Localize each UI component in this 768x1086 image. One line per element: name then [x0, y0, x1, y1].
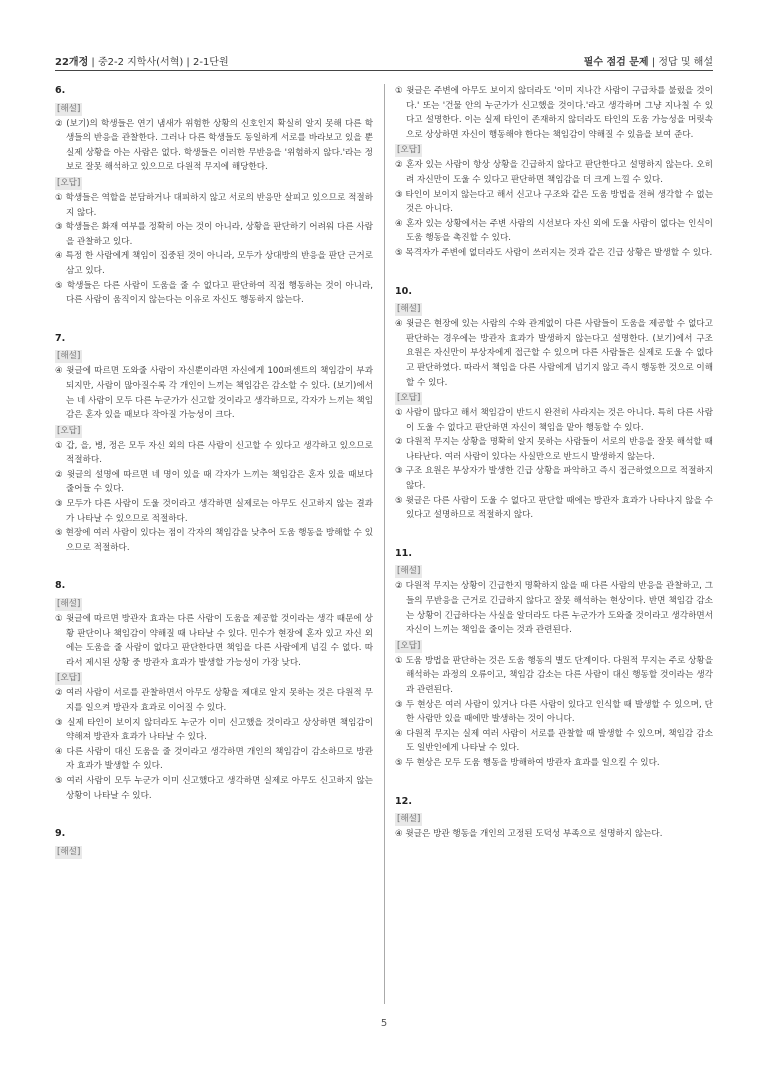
answer-item: ① 갑, 을, 병, 정은 모두 자신 외의 다른 사람이 신고할 수 있다고 생각하고 있으므로 적절하다. — [55, 440, 373, 466]
answer-section — [55, 176, 373, 308]
question-number: 7. — [55, 332, 66, 344]
wrong-answer-tag: [오답] — [57, 177, 81, 188]
explanation-tag: [해설] — [57, 599, 81, 610]
answer-item: ③ 타인이 보이지 않는다고 해서 신고나 구조와 같은 도움 방법을 전혀 생각할 수 없는 것은 아니다. — [395, 189, 713, 215]
explanation-tag: [해설] — [57, 351, 81, 362]
answer-item: ④ 윗글은 방관 행동을 개인의 고정된 도덕성 부족으로 설명하지 않는다. — [395, 829, 663, 840]
question-number: 9. — [55, 828, 66, 840]
answer-section — [395, 302, 713, 390]
answer-section — [395, 391, 713, 523]
answer-item: ④ 특정 한 사람에게 책임이 집중된 것이 아니라, 모두가 상대방의 반응을 판단 근거로 삼고 있다. — [55, 251, 373, 276]
question-number: 8. — [55, 580, 66, 592]
question-block — [395, 795, 713, 842]
answer-item: ② 다원적 무지는 상황을 명확히 알지 못하는 사람들이 서로의 반응을 잘못 해석할 때 나타난다. 여러 사람이 있다는 사실만으로 반드시 발생하지 않는다. — [395, 437, 713, 462]
right-column — [395, 84, 713, 866]
answer-item: ④ 다른 사람이 대신 도움을 줄 것이라고 생각하면 개인의 책임감이 감소하므로 방관자 효과가 발생할 수 있다. — [55, 746, 373, 772]
answer-item: ⑤ 현장에 여러 사람이 있다는 점이 각자의 책임감을 낮추어 도움 행동을 방해할 수 있으므로 적절하다. — [55, 528, 373, 553]
answer-item: ④ 혼자 있는 상황에서는 주변 사람의 시선보다 자신 외에 도울 사람이 없다는 인식이 도움 행동을 촉진할 수 있다. — [395, 218, 713, 244]
answer-item: ④ 윗글은 현장에 있는 사람의 수와 관계없이 다른 사람들이 도움을 제공할 수 없다고 판단하는 경우에는 방관자 효과가 발생하지 않는다고 설명한다. (보기)에서 구조 요원은 자신만이 부상자에게 접근할 수 있으며 다른 사람들은 실제로 도울 수 없다고 판단하였다. 따라서 책임을 다른 사람에게 넘기지 않고 즉시 행동한 것으로 이해할 수 있다. — [395, 319, 713, 388]
answer-item: ③ 구조 요원은 부상자가 발생한 긴급 상황을 파악하고 즉시 접근하였으므로 적절하지 않다. — [395, 466, 713, 492]
answer-item: ⑤ 목격자가 주변에 없더라도 사람이 쓰러지는 것과 같은 긴급 상황은 발생할 수 있다. — [395, 247, 713, 258]
wrong-answer-tag: [오답] — [397, 145, 421, 156]
question-block — [55, 579, 373, 803]
header-left — [55, 53, 229, 68]
answer-item: ① 윗글은 주변에 아무도 보이지 않더라도 '이미 지나간 사람이 구급차를 불렀을 것이다.' 또는 '건물 안의 누군가가 신고했을 것이다.'라고 생각하며 그냥 지나칠 수 있다고 설명한다. 이는 실제 타인이 존재하지 않더라도 타인의 도움 가능성을 머릿속으로 상상하면 자신이 행동해야 한다는 책임감이 약해질 수 있음을 보여 준다. — [395, 86, 713, 140]
answer-section — [395, 84, 713, 142]
question-block — [395, 84, 713, 261]
answer-item: ① 사람이 많다고 해서 책임감이 반드시 완전히 사라지는 것은 아니다. 특히 다른 사람이 도울 수 없다고 판단하면 자신이 책임을 맡아 행동할 수 있다. — [395, 408, 713, 433]
question-number: 10. — [395, 285, 412, 297]
header-rule — [55, 70, 713, 71]
question-block — [395, 547, 713, 771]
answer-item: ① 학생들은 역할을 분담하거나 대피하지 않고 서로의 반응만 살피고 있으므로 적절하지 않다. — [55, 192, 373, 218]
question-number: 11. — [395, 547, 412, 559]
answer-section — [55, 349, 373, 422]
answer-section — [55, 671, 373, 803]
explanation-tag: [해설] — [397, 304, 421, 315]
answer-section — [55, 845, 373, 860]
header-section: 필수 점검 문제 — [583, 56, 649, 68]
answer-section — [395, 812, 713, 842]
answer-item: ② 여러 사람이 서로를 관찰하면서 아무도 상황을 제대로 알지 못하는 것은 다원적 무지를 일으켜 방관자 효과로 이어질 수 있다. — [55, 688, 373, 713]
header-right — [584, 53, 713, 68]
answer-item: ① 도움 방법을 판단하는 것은 도움 행동의 별도 단계이다. 다원적 무지는 주로 상황을 해석하는 과정의 오류이고, 책임감 감소는 다른 사람이 대신 행동할 것이라는 생각과 관련된다. — [395, 655, 713, 695]
page-number: 5 — [380, 1018, 388, 1029]
page-header — [55, 50, 713, 70]
answer-section — [55, 597, 373, 670]
answer-item: ③ 실제 타인이 보이지 않더라도 누군가 이미 신고했을 것이라고 상상하면 책임감이 약해져 방관자 효과가 나타날 수 있다. — [55, 717, 373, 743]
header-course: | 중2-2 지학사(서혁) | 2-1단원 — [88, 56, 229, 68]
explanation-tag: [해설] — [397, 566, 421, 577]
header-answer: | 정답 및 해설 — [648, 56, 713, 68]
column-divider — [384, 84, 385, 1004]
answer-item: ⑤ 윗글은 다른 사람이 도울 수 없다고 판단할 때에는 방관자 효과가 나타나지 않을 수 있다고 설명하므로 적절하지 않다. — [395, 495, 713, 521]
answer-item: ③ 두 현상은 여러 사람이 있거나 다른 사람이 있다고 인식할 때 발생할 수 있으며, 단 한 사람만 있을 때에만 발생하는 것이 아니다. — [395, 699, 713, 725]
question-block — [55, 827, 373, 860]
answer-item: ① 윗글에 따르면 방관자 효과는 다른 사람이 도움을 제공할 것이라는 생각 때문에 상황 판단이나 책임감이 약해질 때 나타날 수 있다. 민수가 현장에 혼자 있고 자신 외에는 도움을 줄 사람이 없다고 판단한다면 책임을 다른 사람에게 넘길 수 없다. 따라서 제시된 상황 중 방관자 효과가 발생할 가능성이 가장 낮다. — [55, 614, 373, 668]
wrong-answer-tag: [오답] — [57, 673, 81, 684]
answer-item: ② 혼자 있는 사람이 항상 상황을 긴급하지 않다고 판단한다고 설명하지 않는다. 오히려 자신만이 도울 수 있다고 판단하면 책임감을 더 크게 느낄 수 있다. — [395, 160, 713, 185]
answer-item: ③ 모두가 다른 사람이 도울 것이라고 생각하면 실제로는 아무도 신고하지 않는 결과가 나타날 수 있으므로 적절하다. — [55, 499, 373, 524]
question-number: 6. — [55, 85, 66, 96]
explanation-tag: [해설] — [57, 103, 81, 114]
answer-section — [395, 564, 713, 637]
answer-item: ④ 윗글에 따르면 도와줄 사람이 자신뿐이라면 자신에게 100퍼센트의 책임감이 부과되지만, 사람이 많아질수록 각 개인이 느끼는 책임감은 감소할 수 있다. (보기)에서는 네 사람이 모두 다른 누군가가 신고할 것이라고 생각하므로, 각자가 느끼는 책임감은 혼자 있을 때보다 작아질 가능성이 크다. — [55, 366, 373, 421]
answer-item: ⑤ 두 현상은 모두 도움 행동을 방해하여 방관자 효과를 일으킬 수 있다. — [395, 757, 660, 768]
answer-item: ④ 다원적 무지는 실제 여러 사람이 서로를 관찰할 때 발생할 수 있으며, 책임감 감소도 일반인에게 나타날 수 있다. — [395, 728, 713, 754]
answer-item: ③ 학생들은 화재 여부를 정확히 아는 것이 아니라, 상황을 판단하기 어려워 다른 사람을 관찰하고 있다. — [55, 222, 373, 247]
wrong-answer-tag: [오답] — [397, 393, 421, 404]
answer-section — [395, 143, 713, 260]
answer-section — [55, 424, 373, 556]
answer-item: ⑤ 여러 사람이 모두 누군가 이미 신고했다고 생각하면 실제로 아무도 신고하지 않는 상황이 나타날 수 있다. — [55, 775, 373, 801]
question-block — [55, 332, 373, 556]
explanation-tag: [해설] — [57, 846, 81, 857]
answer-item: ② (보기)의 학생들은 연기 냄새가 위험한 상황의 신호인지 확실히 알지 못해 다른 학생들의 반응을 관찰한다. 그러나 다른 학생들도 동일하게 서로를 바라보고 있을 뿐 실제 상황을 아는 사람은 없다. 학생들은 이러한 무반응을 '위험하지 않다.'라는 정보로 잘못 해석하고 있으므로 다원적 무지에 해당한다. — [55, 118, 373, 173]
explanation-tag: [해설] — [397, 814, 421, 825]
answer-item: ⑤ 학생들은 다른 사람이 도움을 줄 수 없다고 판단하여 직접 행동하는 것이 아니라, 다른 사람이 움직이지 않는다는 이유로 자신도 행동하지 않는다. — [55, 280, 373, 306]
answer-section — [55, 102, 373, 175]
wrong-answer-tag: [오답] — [57, 425, 81, 436]
wrong-answer-tag: [오답] — [397, 640, 421, 651]
answer-item: ② 다원적 무지는 상황이 긴급한지 명확하지 않을 때 다른 사람의 반응을 관찰하고, 그들의 무반응을 근거로 긴급하지 않다고 잘못 해석하는 현상이다. 반면 책임감 감소는 상황이 긴급하다는 사실을 알더라도 다른 누군가가 도와줄 것이라고 생각하면서 자신이 느끼는 책임을 줄이는 것과 관련된다. — [395, 581, 713, 636]
question-block — [395, 285, 713, 523]
left-column — [55, 84, 373, 884]
answer-section — [395, 639, 713, 771]
question-block — [55, 84, 373, 308]
question-number: 12. — [395, 795, 412, 807]
answer-item: ② 윗글의 설명에 따르면 네 명이 있을 때 각자가 느끼는 책임감은 혼자 있을 때보다 줄어들 수 있다. — [55, 469, 373, 495]
header-grade: 22개정 — [55, 56, 89, 68]
